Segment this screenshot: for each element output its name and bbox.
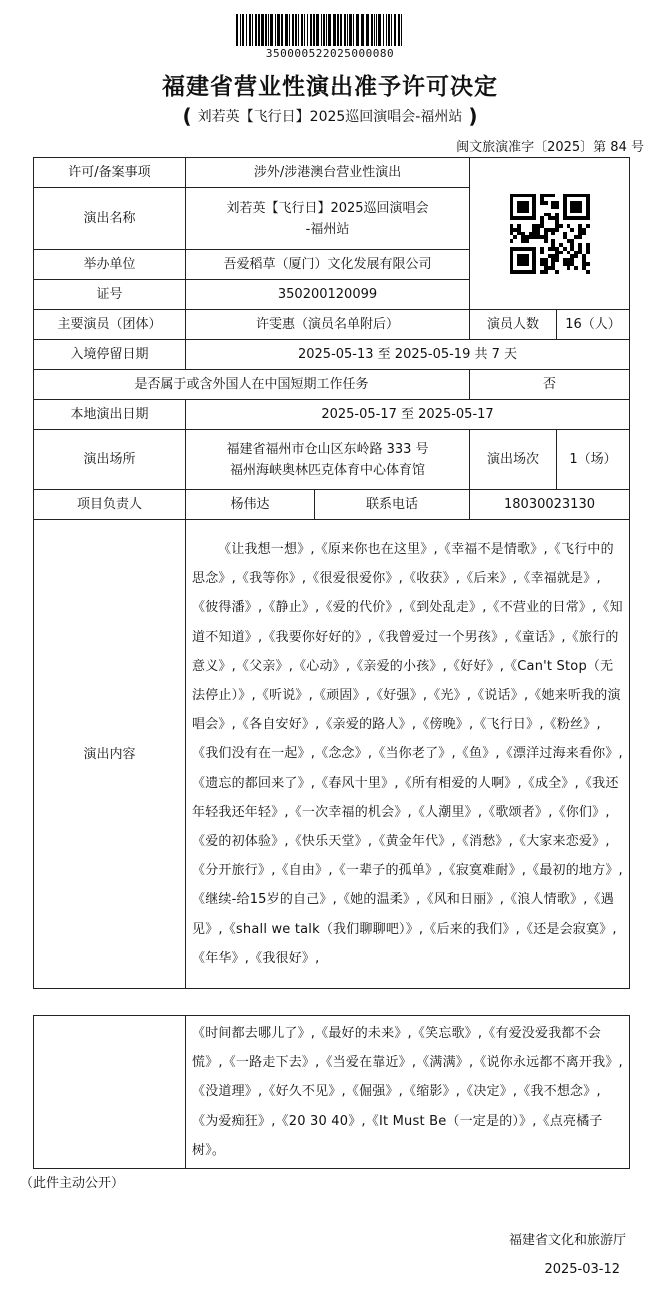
barcode-bar xyxy=(337,14,339,46)
barcode-bar xyxy=(277,14,280,46)
show-name-line1: 刘若英【飞行日】2025巡回演唱会 xyxy=(226,200,429,216)
venue-line1: 福建省福州市仓山区东岭路 333 号 xyxy=(226,441,429,457)
cert-value: 350200120099 xyxy=(186,280,470,310)
barcode-bar xyxy=(289,14,290,46)
table-row xyxy=(34,310,630,340)
barcode-bar xyxy=(388,14,390,46)
table-row xyxy=(34,520,630,989)
barcode-bar xyxy=(383,14,384,46)
permit-type-label: 许可/备案事项 xyxy=(34,158,186,188)
manager-label: 项目负责人 xyxy=(34,490,186,520)
short-term-value: 否 xyxy=(470,370,630,400)
barcode-bar xyxy=(275,14,276,46)
barcode-bar xyxy=(281,14,283,46)
sessions-label: 演出场次 xyxy=(470,430,557,490)
barcode-bar xyxy=(310,14,312,46)
qr-code-cell xyxy=(470,158,630,310)
stay-label: 入境停留日期 xyxy=(34,340,186,370)
barcode xyxy=(236,14,408,46)
barcode-bar xyxy=(292,14,294,46)
show-name-value xyxy=(186,188,470,250)
local-date-value: 2025-05-17 至 2025-05-17 xyxy=(186,400,630,430)
barcode-bar xyxy=(240,14,241,46)
barcode-bar xyxy=(298,14,299,46)
issuer: 福建省文化和旅游厅 xyxy=(508,1233,626,1248)
venue-value xyxy=(186,430,470,490)
barcode-bar xyxy=(356,14,359,46)
barcode-bar xyxy=(349,14,352,46)
permit-type-value: 涉外/涉港澳台营业性演出 xyxy=(186,158,470,188)
barcode-bar xyxy=(366,14,369,46)
barcode-bar xyxy=(265,14,267,46)
barcode-bar xyxy=(328,14,331,46)
performer-value: 许雯惠（演员名单附后） xyxy=(186,310,470,340)
barcode-bar xyxy=(252,14,253,46)
table-row xyxy=(34,158,630,188)
document-title: 福建省营业性演出准予许可决定 xyxy=(162,73,498,100)
barcode-bar xyxy=(391,14,392,46)
qr-module xyxy=(586,270,590,274)
performer-count-value: 16（人） xyxy=(557,310,630,340)
barcode-bar xyxy=(307,14,308,46)
barcode-bar xyxy=(374,14,375,46)
barcode-bar xyxy=(242,14,244,46)
content-continued-value: 《时间都去哪儿了》,《最好的未来》,《笑忘歌》,《有爱没爱我都不会慌》,《一路走下去》,《当爱在靠近》,《满满》,《说你永远都不离开我》,《没道理》,《好久不见》,《倔强》,《缩影》,《决定》,《我不想念》,《为爱痴狂》,《20 30 40》,《It Must Be（一定是的）》,《点亮橘子树》。 xyxy=(186,1016,630,1169)
barcode-bar xyxy=(333,14,336,46)
show-name-label: 演出名称 xyxy=(34,188,186,250)
barcode-bar xyxy=(326,14,327,46)
barcode-bar xyxy=(378,14,381,46)
subtitle-text: 刘若英【飞行日】2025巡回演唱会-福州站 xyxy=(197,109,463,125)
barcode-bar xyxy=(398,14,400,46)
public-note: （此件主动公开） xyxy=(20,1176,125,1191)
content-label: 演出内容 xyxy=(34,520,186,989)
barcode-bar xyxy=(316,14,319,46)
manager-value: 杨伟达 xyxy=(186,490,315,520)
barcode-bar xyxy=(401,14,402,46)
barcode-bar xyxy=(394,14,396,46)
phone-value: 18030023130 xyxy=(470,490,630,520)
content-continued-label-cell xyxy=(34,1016,186,1169)
barcode-bar xyxy=(347,14,348,46)
barcode-bar xyxy=(386,14,387,46)
venue-label: 演出场所 xyxy=(34,430,186,490)
document-subtitle xyxy=(0,104,660,128)
qr-code-icon xyxy=(510,194,590,274)
content-value: 《让我想一想》,《原来你也在这里》,《幸福不是情歌》,《飞行中的思念》,《我等你》,《很爱很爱你》,《收获》,《后来》,《幸福就是》,《彼得潘》,《静止》,《爱的代价》,《到处乱走》,《不营业的日常》,《知道不知道》,《我要你好好的》,《我曾爱过一个男孩》,《童话》,《旅行的意义》,《父亲》,《心动》,《亲爱的小孩》,《好好》,《Can't Stop（无法停止）》,《听说》,《顽固》,《好强》,《光》,《说话》,《她来听我的演唱会》,《各自安好》,《亲爱的路人》,《傍晚》,《飞行日》,《粉丝》,《我们没有在一起》,《念念》,《当你老了》,《鱼》,《漂洋过海来看你》,《遗忘的都回来了》,《春风十里》,《所有相爱的人啊》,《成全》,《我还年轻我还年轻》,《一次幸福的机会》,《人潮里》,《歌颂者》,《你们》,《爱的初体验》,《快乐天堂》,《黄金年代》,《消愁》,《大家来恋爱》,《分开旅行》,《自由》,《一辈子的孤单》,《寂寞难耐》,《最初的地方》,《继续-给15岁的自己》,《她的温柔》,《风和日丽》,《浪人情歌》,《遇见》,《shall we talk（我们聊聊吧）》,《后来的我们》,《还是会寂寞》,《年华》,《我很好》, xyxy=(186,520,630,989)
table-row xyxy=(34,340,630,370)
permit-table xyxy=(33,157,630,989)
barcode-bar xyxy=(353,14,354,46)
local-date-label: 本地演出日期 xyxy=(34,400,186,430)
venue-line2: 福州海峡奥林匹克体育中心体育馆 xyxy=(230,462,426,478)
barcode-bar xyxy=(323,14,325,46)
show-name-line2: -福州站 xyxy=(305,221,350,237)
barcode-bar xyxy=(236,14,238,46)
performer-count-label: 演员人数 xyxy=(470,310,557,340)
barcode-bar xyxy=(261,14,264,46)
barcode-bar xyxy=(344,14,346,46)
barcode-bar xyxy=(371,14,373,46)
barcode-bar xyxy=(313,14,315,46)
barcode-bar xyxy=(301,14,303,46)
barcode-bar xyxy=(361,14,364,46)
stay-value: 2025-05-13 至 2025-05-19 共 7 天 xyxy=(186,340,630,370)
content-continued-table xyxy=(33,1015,630,1169)
performer-label: 主要演员（团体） xyxy=(34,310,186,340)
organizer-label: 举办单位 xyxy=(34,250,186,280)
barcode-bar xyxy=(376,14,377,46)
barcode-bar xyxy=(340,14,342,46)
barcode-bar xyxy=(249,14,251,46)
barcode-bar xyxy=(270,14,273,46)
organizer-value: 吾爱稻草（厦门）文化发展有限公司 xyxy=(186,250,470,280)
open-paren: ( xyxy=(182,104,192,128)
table-row xyxy=(34,1016,630,1169)
barcode-bar xyxy=(258,14,260,46)
table-row xyxy=(34,430,630,490)
issue-date: 2025-03-12 xyxy=(544,1262,620,1277)
document-number: 闽文旅演准字〔2025〕第 84 号 xyxy=(456,140,644,155)
barcode-bar xyxy=(304,14,305,46)
barcode-number: 350000522025000080 xyxy=(265,47,395,60)
barcode-bar xyxy=(246,14,247,46)
barcode-bar xyxy=(295,14,297,46)
close-paren: ) xyxy=(468,104,478,128)
table-row xyxy=(34,370,630,400)
table-row xyxy=(34,400,630,430)
table-row xyxy=(34,490,630,520)
sessions-value: 1（场） xyxy=(557,430,630,490)
barcode-bar xyxy=(255,14,257,46)
short-term-label: 是否属于或含外国人在中国短期工作任务 xyxy=(34,370,470,400)
cert-label: 证号 xyxy=(34,280,186,310)
phone-label: 联系电话 xyxy=(315,490,470,520)
barcode-bar xyxy=(321,14,322,46)
barcode-bar xyxy=(285,14,288,46)
barcode-bar xyxy=(268,14,269,46)
